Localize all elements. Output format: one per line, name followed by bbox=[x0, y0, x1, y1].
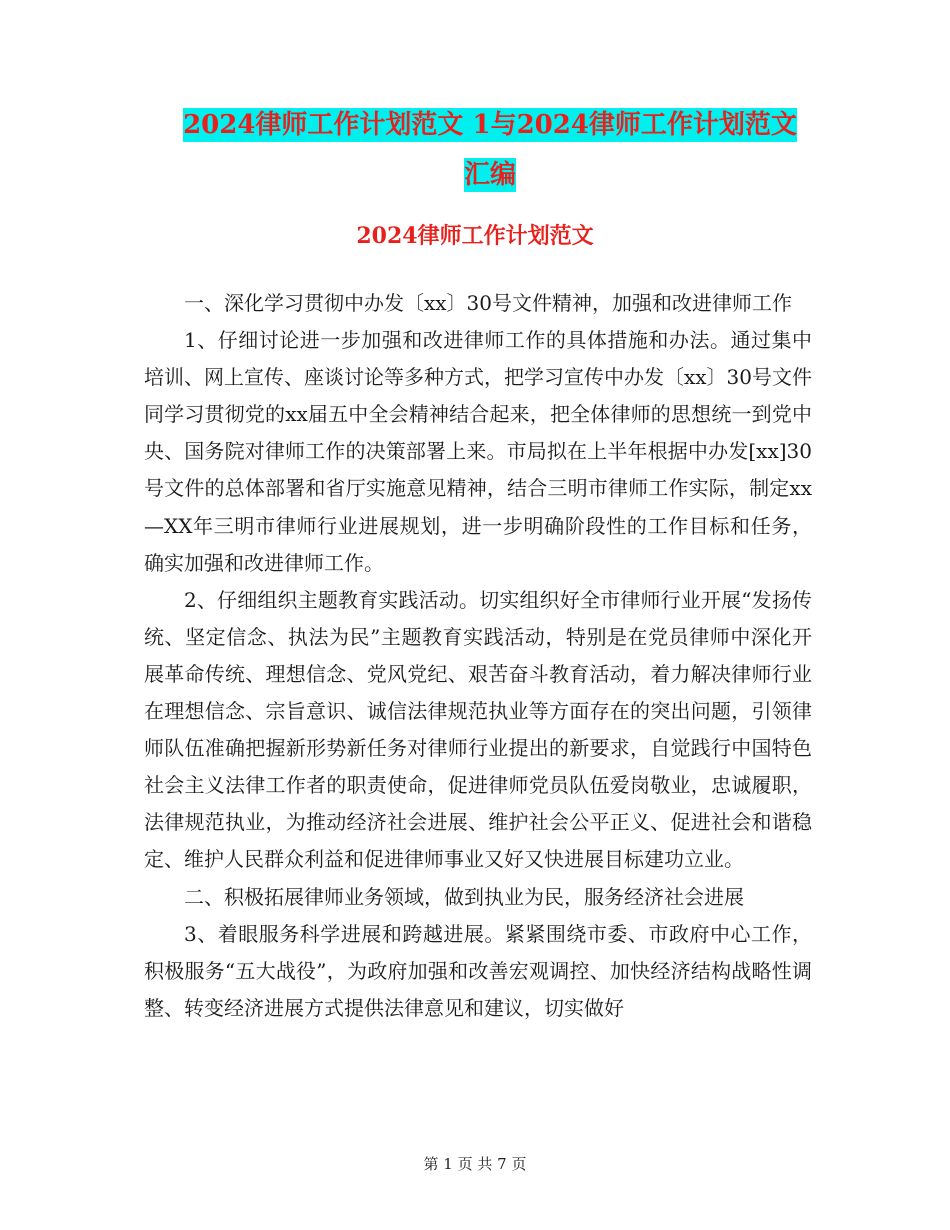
paragraph-3: 3、着眼服务科学进展和跨越进展。紧紧围绕市委、市政府中心工作，积极服务“五大战役”，为政府加强和改善宏观调控、加快经济结构战略性调整、转变经济进展方式提供法律意见和建议，切实做好 bbox=[144, 921, 812, 1020]
paragraph-2: 2、仔细组织主题教育实践活动。切实组织好全市律师行业开展“发扬传统、坚定信念、执法为民”主题教育实践活动，特别是在党员律师中深化开展革命传统、理想信念、党风党纪、艰苦奋斗教育活动，着力解决律师行业在理想信念、宗旨意识、诚信法律规范执业等方面存在的突出问题，引领律师队伍准确把握新形势新任务对律师行业提出的新要求，自觉践行中国特色社会主义法律工作者的职责使命，促进律师党员队伍爱岗敬业，忠诚履职，法律规范执业，为推动经济社会进展、维护社会公平正义、促进社会和谐稳定、维护人民群众利益和促进律师事业又好又快进展目标建功立业。 bbox=[144, 587, 812, 872]
page-footer: 第 1 页 共 7 页 bbox=[423, 1155, 527, 1173]
paragraph-heading-2: 二、积极拓展律师业务领域，做到执业为民，服务经济社会进展 bbox=[184, 884, 744, 909]
document-body bbox=[144, 285, 812, 1027]
document-title-line2: 汇编 bbox=[463, 160, 516, 190]
document-title bbox=[140, 100, 840, 200]
section-title: 2024律师工作计划范文 bbox=[356, 223, 594, 249]
document-title-line1: 2024律师工作计划范文 1与2024律师工作计划范文 bbox=[183, 110, 797, 140]
paragraph-1: 1、仔细讨论进一步加强和改进律师工作的具体措施和办法。通过集中培训、网上宣传、座谈讨论等多种方式，把学习宣传中办发〔xx〕30号文件同学习贯彻党的xx届五中全会精神结合起来，把全体律师的思想统一到党中央、国务院对律师工作的决策部署上来。市局拟在上半年根据中办发[xx]30号文件的总体部署和省厅实施意见精神，结合三明市律师工作实际，制定xx—XX年三明市律师行业进展规划，进一步明确阶段性的工作目标和任务，确实加强和改进律师工作。 bbox=[144, 328, 813, 575]
paragraph-heading-1: 一、深化学习贯彻中办发〔xx〕30号文件精神，加强和改进律师工作 bbox=[184, 291, 793, 315]
